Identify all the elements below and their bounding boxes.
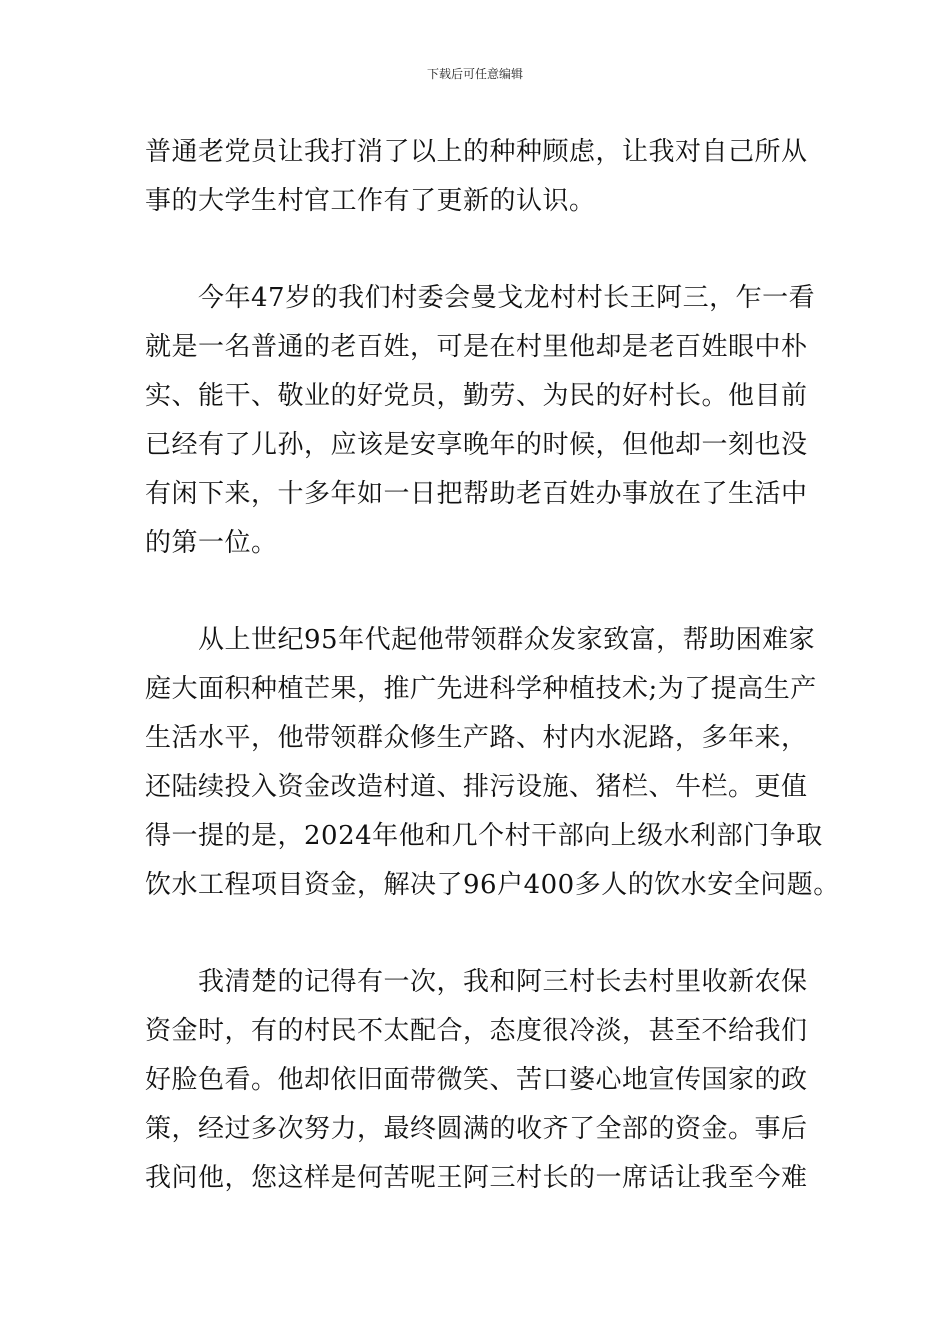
text-line: 还陆续投入资金改造村道、排污设施、猪栏、牛栏。更值 — [145, 772, 808, 802]
text-line: 已经有了儿孙，应该是安享晚年的时候，但他却一刻也没 — [145, 430, 808, 460]
text-line: 实、能干、敬业的好党员，勤劳、为民的好村长。他目前 — [145, 381, 808, 411]
paragraph — [145, 128, 811, 226]
paragraph — [145, 958, 811, 1203]
text-line: 资金时，有的村民不太配合，态度很冷淡，甚至不给我们 — [145, 1016, 808, 1046]
paragraph-gap — [145, 568, 811, 616]
text-line: 好脸色看。他却依旧面带微笑、苦口婆心地宣传国家的政 — [145, 1065, 808, 1095]
text-line: 饮水工程项目资金，解决了96户400多人的饮水安全问题。 — [145, 870, 840, 900]
text-line: 生活水平，他带领群众修生产路、村内水泥路，多年来， — [145, 723, 808, 753]
paragraph-gap — [145, 226, 811, 274]
text-line: 事的大学生村官工作有了更新的认识。 — [145, 186, 596, 216]
paragraph — [145, 274, 816, 568]
text-line: 得一提的是，2024年他和几个村干部向上级水利部门争取 — [145, 821, 823, 851]
text-line: 今年47岁的我们村委会曼戈龙村村长王阿三，乍一看 — [145, 283, 816, 313]
text-line: 普通老党员让我打消了以上的种种顾虑，让我对自己所从 — [145, 137, 808, 167]
text-line: 从上世纪95年代起他带领群众发家致富，帮助困难家 — [145, 625, 816, 655]
text-line: 我清楚的记得有一次，我和阿三村长去村里收新农保 — [145, 967, 808, 997]
text-line: 我问他，您这样是何苦呢王阿三村长的一席话让我至今难 — [145, 1163, 808, 1193]
text-line: 有闲下来，十多年如一日把帮助老百姓办事放在了生活中 — [145, 479, 808, 509]
text-line: 庭大面积种植芒果，推广先进科学种植技术;为了提高生产 — [145, 674, 817, 704]
document-body — [145, 128, 840, 1203]
text-line: 策，经过多次努力，最终圆满的收齐了全部的资金。事后 — [145, 1114, 808, 1144]
page-header: 下载后可任意编辑 — [426, 67, 523, 81]
text-line: 的第一位。 — [145, 528, 278, 558]
text-line: 就是一名普通的老百姓，可是在村里他却是老百姓眼中朴 — [145, 332, 808, 362]
paragraph-gap — [145, 910, 811, 958]
paragraph — [145, 616, 840, 910]
